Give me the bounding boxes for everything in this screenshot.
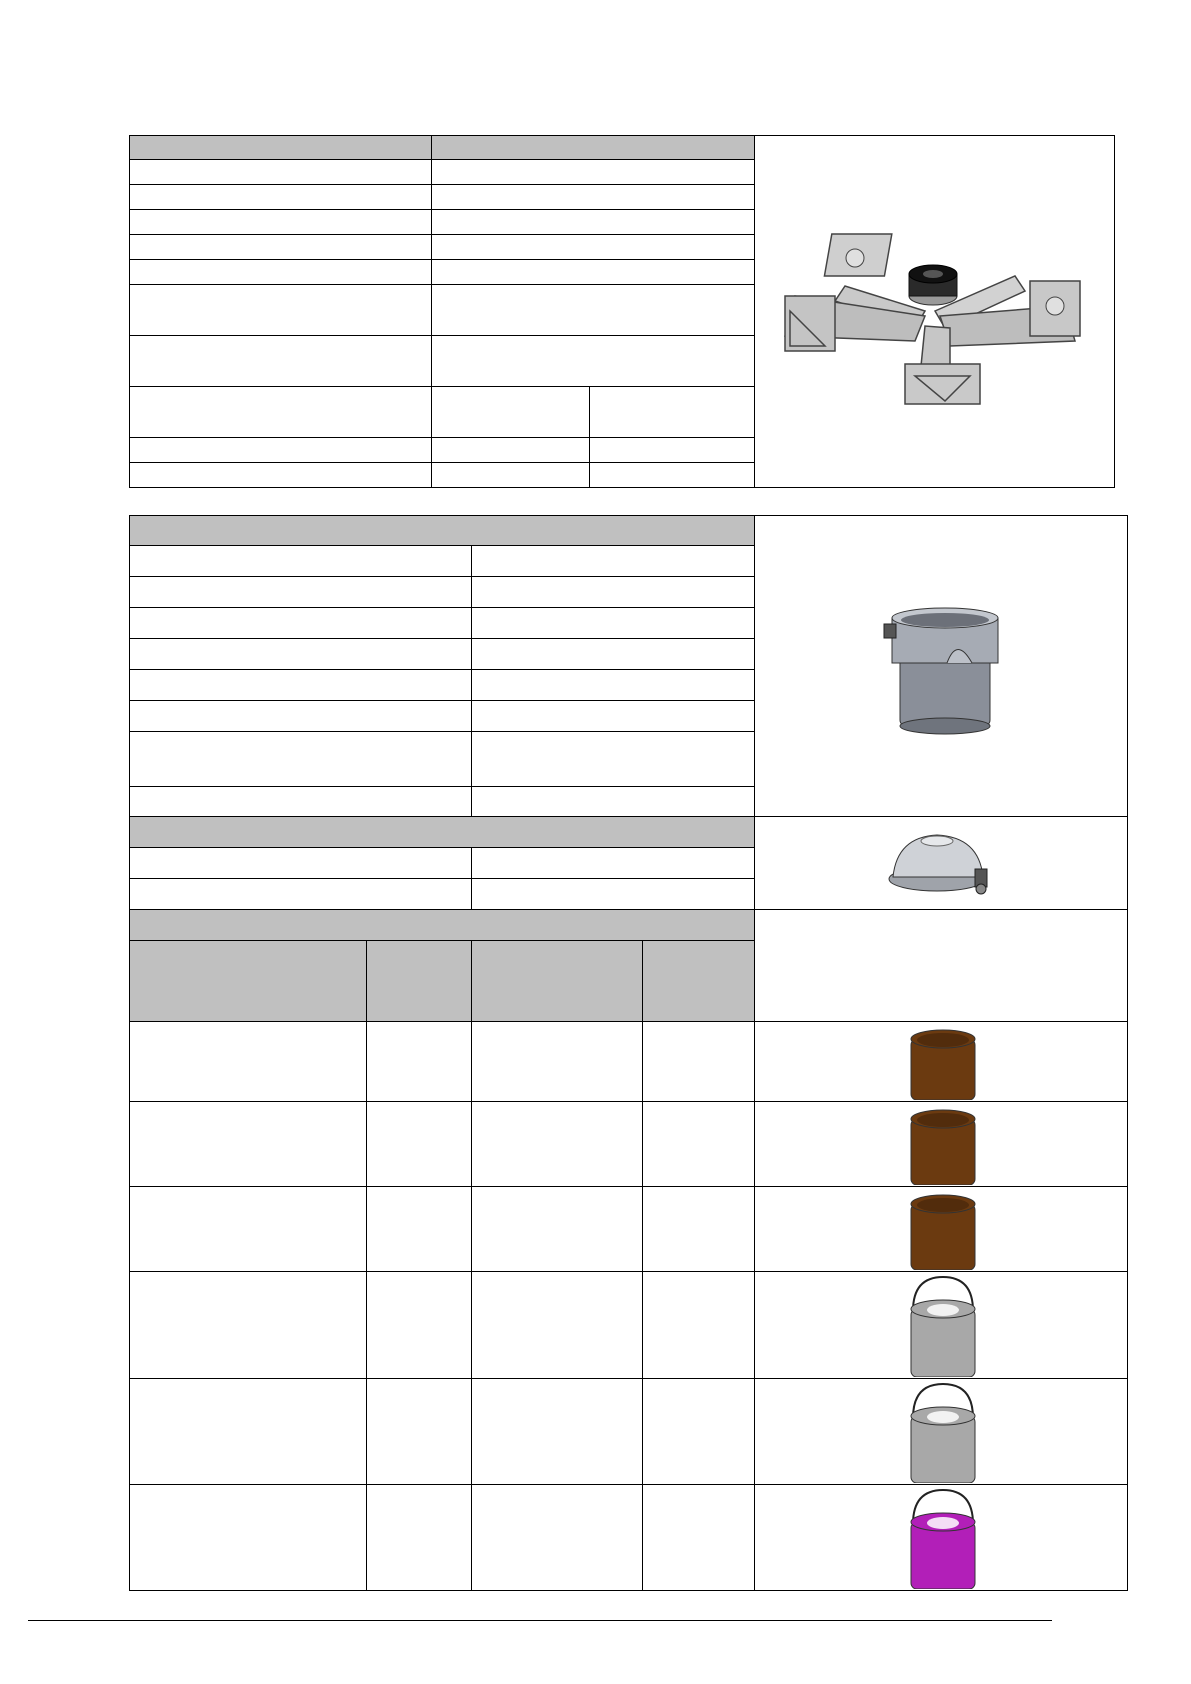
table1-row xyxy=(129,259,432,285)
section3-column-head xyxy=(129,940,367,1022)
table1-row xyxy=(129,209,432,235)
table1-row xyxy=(589,437,755,463)
adapter-image-cell xyxy=(754,1101,1128,1187)
adapter-image-cell xyxy=(754,1484,1128,1591)
adapter-row-cell xyxy=(471,1484,643,1591)
table1-row xyxy=(589,462,755,488)
section2-header xyxy=(129,816,755,848)
adapter-cell-text xyxy=(130,1100,142,1122)
table2-row xyxy=(129,847,472,879)
adapter-row-cell xyxy=(642,1271,755,1379)
section1-header xyxy=(129,515,755,546)
adapter-cell-text xyxy=(643,1483,655,1505)
brown-adapter-icon xyxy=(903,1025,983,1100)
adapter-row-cell xyxy=(471,1186,643,1272)
table1-row xyxy=(431,184,755,210)
bucket-image-cell xyxy=(754,515,1128,817)
adapter-cell-text xyxy=(367,1377,379,1399)
table1-row xyxy=(129,159,432,185)
table1-row xyxy=(431,462,590,488)
adapter-row-cell xyxy=(642,1186,755,1272)
table2-row xyxy=(471,786,755,817)
table1-row xyxy=(431,386,590,438)
adapter-row-cell xyxy=(366,1271,472,1379)
table1-row xyxy=(589,386,755,438)
adapter-image-cell xyxy=(754,1021,1128,1102)
adapter-row-cell xyxy=(366,1101,472,1187)
adapter-row-cell xyxy=(642,1101,755,1187)
table1-row xyxy=(431,284,755,336)
section3-header xyxy=(129,909,755,941)
adapter-cell-text xyxy=(367,1270,379,1292)
adapter-cell-text xyxy=(472,1270,484,1292)
table1-row xyxy=(129,184,432,210)
table1-row xyxy=(129,462,432,488)
table2-row xyxy=(471,878,755,910)
table2-row xyxy=(129,731,472,787)
table1-row xyxy=(129,335,432,387)
section3-column-head xyxy=(366,940,472,1022)
adapter-cell-text xyxy=(643,1377,655,1399)
brown-cup-adapter-icon xyxy=(903,1105,983,1185)
table2-row xyxy=(471,638,755,670)
purple-handle-adapter-icon xyxy=(903,1488,983,1589)
adapter-row-cell xyxy=(471,1378,643,1485)
adapter-row-cell xyxy=(366,1186,472,1272)
adapter-cell-text xyxy=(367,1185,379,1207)
gray-handle-adapter-icon xyxy=(903,1275,983,1377)
adapter-cell-text xyxy=(472,1185,484,1207)
table2-row xyxy=(129,576,472,608)
adapter-cell-text xyxy=(367,1020,379,1042)
adapter-row-cell xyxy=(366,1021,472,1102)
table2-row xyxy=(129,878,472,910)
table2-row xyxy=(471,545,755,577)
adapter-cell-text xyxy=(472,1377,484,1399)
table1-row xyxy=(129,386,432,438)
adapter-cell-text xyxy=(643,1270,655,1292)
adapter-row-cell xyxy=(129,1101,367,1187)
table2-row xyxy=(471,607,755,639)
lid-image-cell xyxy=(754,816,1128,910)
table1-header-cell xyxy=(431,135,755,160)
table1-row xyxy=(431,437,590,463)
adapter-cell-text xyxy=(130,1020,142,1042)
adapter-row-cell xyxy=(129,1186,367,1272)
adapter-row-cell xyxy=(366,1484,472,1591)
table1-row xyxy=(431,234,755,260)
lid-icon xyxy=(887,829,997,899)
section2-header-text xyxy=(130,815,142,837)
adapter-cell-text xyxy=(130,1483,142,1505)
table2-row xyxy=(471,576,755,608)
adapter-image-cell xyxy=(754,1186,1128,1272)
brown-cup-adapter-icon xyxy=(903,1190,983,1270)
adapter-row-cell xyxy=(129,1021,367,1102)
adapter-cell-text xyxy=(643,1100,655,1122)
table2-row xyxy=(471,847,755,879)
adapter-cell-text xyxy=(130,1270,142,1292)
section3-image-header-cell xyxy=(754,909,1128,1022)
bucket-icon xyxy=(882,606,1002,736)
adapter-cell-text xyxy=(472,1483,484,1505)
table2-row xyxy=(471,669,755,701)
adapter-cell-text xyxy=(472,1020,484,1042)
table1-row xyxy=(129,437,432,463)
table2-row xyxy=(129,638,472,670)
adapter-cell-text xyxy=(643,1020,655,1042)
table2-row xyxy=(129,607,472,639)
adapter-cell-text xyxy=(643,1185,655,1207)
adapter-row-cell xyxy=(129,1484,367,1591)
table2-row xyxy=(471,731,755,787)
adapter-row-cell xyxy=(471,1101,643,1187)
adapter-row-cell xyxy=(129,1378,367,1485)
adapter-cell-text xyxy=(367,1100,379,1122)
adapter-cell-text xyxy=(472,1100,484,1122)
table1-row xyxy=(431,209,755,235)
table1-row xyxy=(431,159,755,185)
adapter-row-cell xyxy=(642,1484,755,1591)
table1-header-cell xyxy=(129,135,432,160)
cross-rotor-icon xyxy=(775,216,1095,416)
section3-column-head xyxy=(471,940,643,1022)
footer-rule xyxy=(28,1620,1052,1621)
adapter-row-cell xyxy=(642,1021,755,1102)
adapter-row-cell xyxy=(366,1378,472,1485)
adapter-image-cell xyxy=(754,1271,1128,1379)
table2-row xyxy=(129,545,472,577)
adapter-row-cell xyxy=(471,1271,643,1379)
section1-header-text xyxy=(130,514,142,536)
table1-row xyxy=(129,234,432,260)
section3-header-text xyxy=(130,908,142,930)
adapter-row-cell xyxy=(642,1378,755,1485)
adapter-row-cell xyxy=(129,1271,367,1379)
table1-row xyxy=(431,259,755,285)
table2-row xyxy=(129,669,472,701)
table1-row xyxy=(431,335,755,387)
adapter-cell-text xyxy=(367,1483,379,1505)
adapter-row-cell xyxy=(471,1021,643,1102)
adapter-cell-text xyxy=(130,1377,142,1399)
section3-column-head xyxy=(642,940,755,1022)
adapter-cell-text xyxy=(130,1185,142,1207)
table2-row xyxy=(129,700,472,732)
table2-row xyxy=(471,700,755,732)
table1-row xyxy=(129,284,432,336)
table2-row xyxy=(129,786,472,817)
adapter-image-cell xyxy=(754,1378,1128,1485)
rotor-image-cell xyxy=(754,135,1115,488)
gray-handle-adapter-icon xyxy=(903,1382,983,1483)
